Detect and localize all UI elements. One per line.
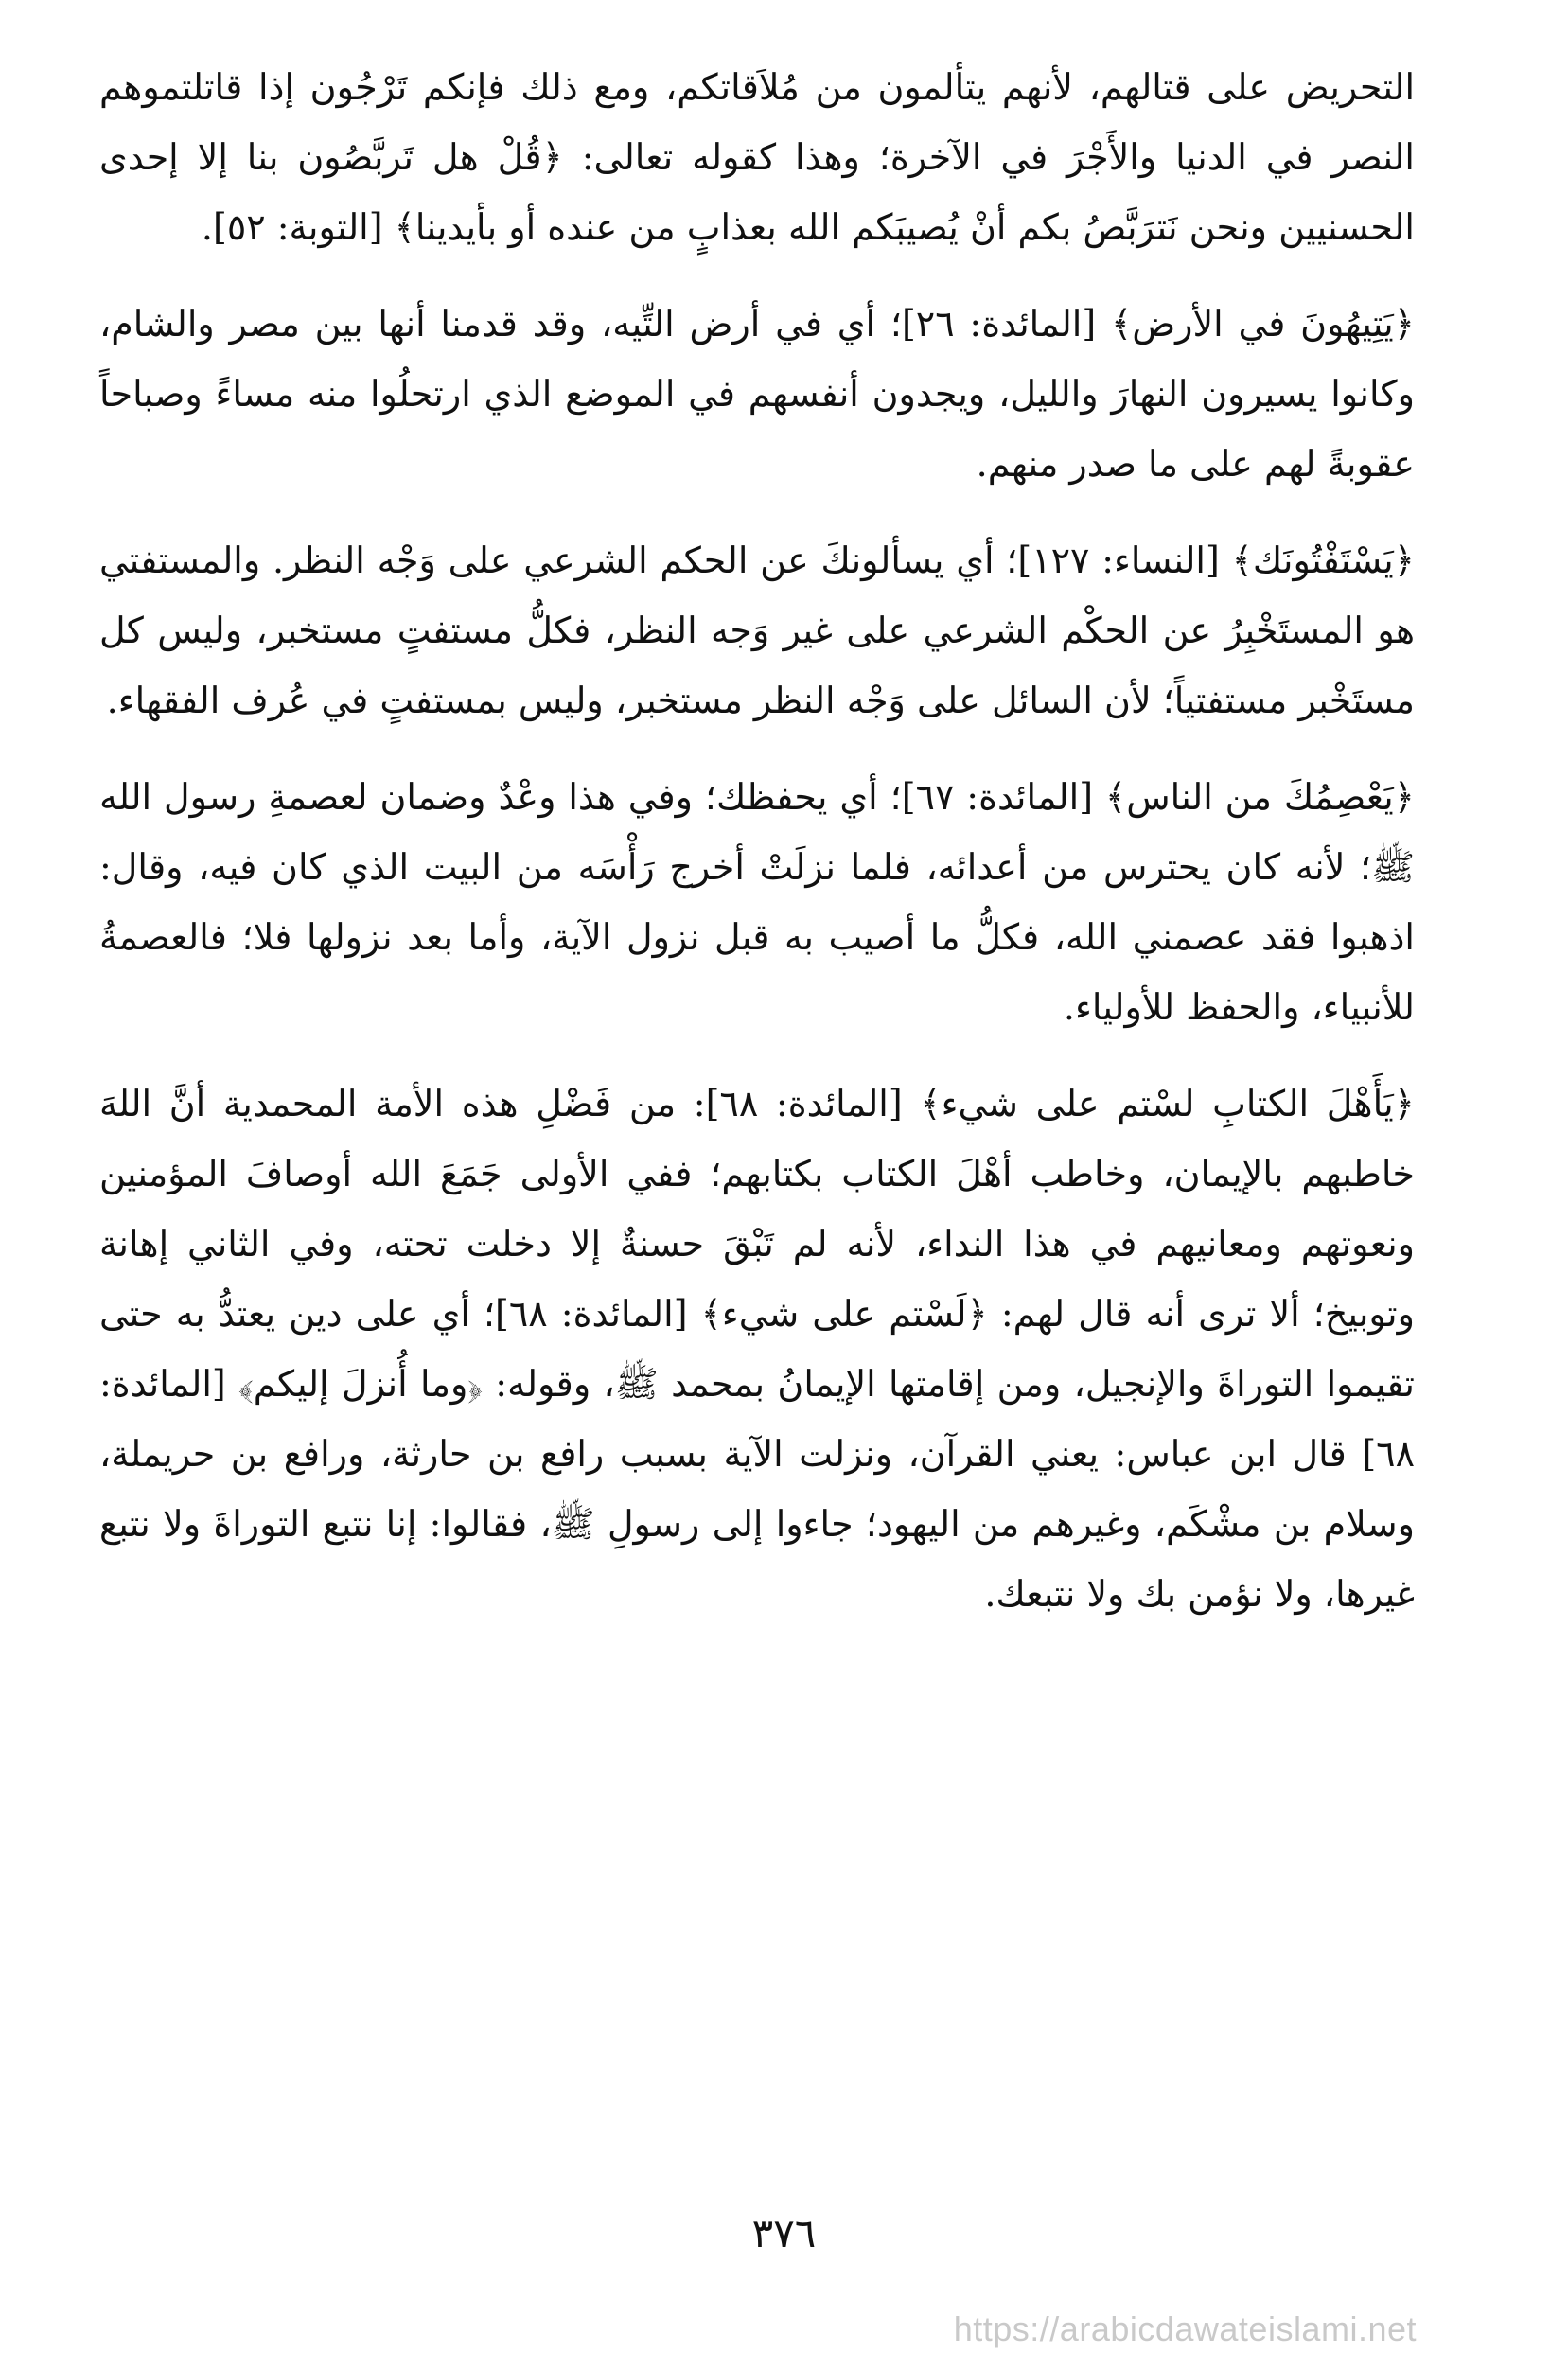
page-number: ٣٧٦	[751, 2210, 817, 2256]
paragraph-2: ﴿يَتِيهُونَ في الأرض﴾ [المائدة: ٢٦]؛ أي في أرض التِّيه، وقد قدمنا أنها بين مصر والشام، وكانوا يسيرون النهارَ والليل، ويجدون أنفسهم في الموضع الذي ارتحلُوا منه مساءً وصباحاً عقوبةً لهم على ما صدر منهم.	[99, 303, 1415, 485]
watermark-url: https://arabicdawateislami.net	[953, 2309, 1417, 2348]
paragraph-4: ﴿يَعْصِمُكَ من الناس﴾ [المائدة: ٦٧]؛ أي يحفظك؛ وفي هذا وعْدٌ وضمان لعصمةِ رسول الله ﷺ؛ لأنه كان يحترس من أعدائه، فلما نزلَتْ أخرج رَأْسَه من البيت الذي كان فيه، وقال: اذهبوا فقد عصمني الله، فكلُّ ما أصيب به قبل نزول الآية، وأما بعد نزولها فلا؛ فالعصمةُ للأنبياء، والحفظ للأولياء.	[99, 776, 1415, 1028]
paragraph-3: ﴿يَسْتَفْتُونَك﴾ [النساء: ١٢٧]؛ أي يسألونكَ عن الحكم الشرعي على وَجْه النظر. والمستفتي هو المستَخْبِرُ عن الحكْم الشرعي على غير وَجه النظر، فكلُّ مستفتٍ مستخبر، وليس كل مستَخْبر مستفتياً؛ لأن السائل على وَجْه النظر مستخبر، وليس بمستفتٍ في عُرف الفقهاء.	[99, 540, 1415, 721]
page-body	[99, 52, 1415, 1655]
paragraph-5: ﴿يَأَهْلَ الكتابِ لسْتم على شيء﴾ [المائدة: ٦٨]: من فَضْلِ هذه الأمة المحمدية أنَّ اللهَ خاطبهم بالإيمان، وخاطب أهْلَ الكتاب بكتابهم؛ ففي الأولى جَمَعَ الله أوصافَ المؤمنين ونعوتهم ومعانيهم في هذا النداء، لأنه لم تَبْقَ حسنةٌ إلا دخلت تحته، وفي الثاني إهانة وتوبيخ؛ ألا ترى أنه قال لهم: ﴿لَسْتم على شيء﴾ [المائدة: ٦٨]؛ أي على دين يعتدُّ به حتى تقيموا التوراةَ والإنجيل، ومن إقامتها الإيمانُ بمحمد ﷺ، وقوله: ﴿وما أُنزلَ إليكم﴾ [المائدة: ٦٨] قال ابن عباس: يعني القرآن، ونزلت الآية بسبب رافع بن حارثة، ورافع بن حريملة، وسلام بن مشْكَم، وغيرهم من اليهود؛ جاءوا إلى رسولِ ﷺ، فقالوا: إنا نتبع التوراةَ ولا نتبع غيرها، ولا نؤمن بك ولا نتبعك.	[99, 1083, 1416, 1615]
paragraph-1: التحريض على قتالهم، لأنهم يتألمون من مُلاَقاتكم، ومع ذلك فإنكم تَرْجُون إذا قاتلتموهم النصر في الدنيا والأَجْرَ في الآخرة؛ وهذا كقوله تعالى: ﴿قُلْ هل تَربَّصُون بنا إلا إحدى الحسنيين ونحن نَترَبَّصُ بكم أنْ يُصيبَكم الله بعذابٍ من عنده أو بأيدينا﴾ [التوبة: ٥٢].	[99, 66, 1415, 248]
